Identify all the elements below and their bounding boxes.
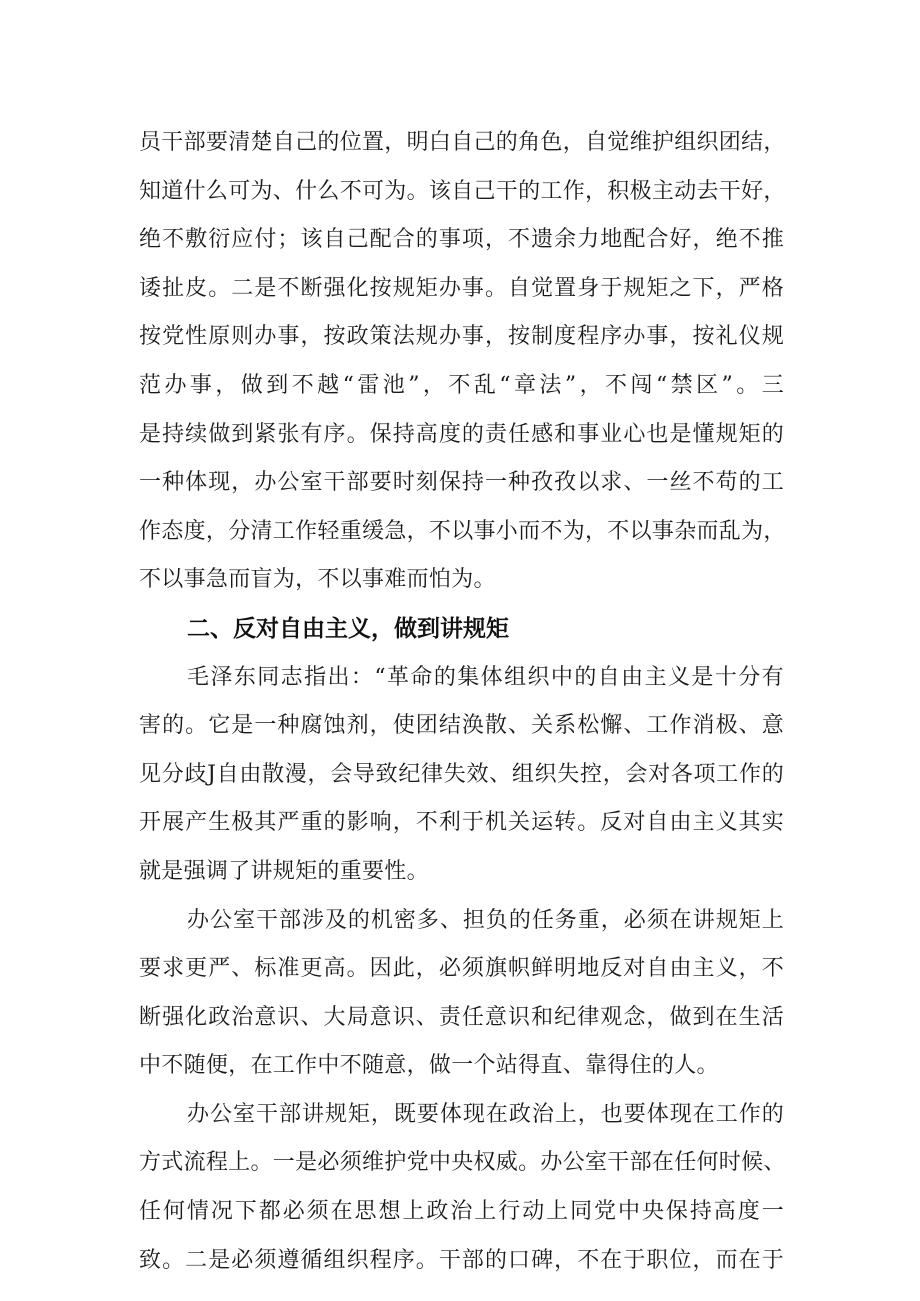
text-line: 不以事急而盲为，不以事难而怕为。 <box>139 567 496 593</box>
text-line: 见分歧J自由散漫，会导致纪律失效、组织失控，会对各项工作的 <box>139 761 784 787</box>
text-line: 任何情况下都必须在思想上政治上行动上同党中央保持高度一 <box>139 1199 784 1225</box>
document-body <box>139 119 784 1285</box>
section-heading: 二、反对自由主义，做到讲规矩 <box>187 615 509 642</box>
text-line: 致。二是必须遵循组织程序。干部的口碑，不在于职位，而在于 <box>139 1247 784 1273</box>
text-line: 是持续做到紧张有序。保持高度的责任感和事业心也是懂规矩的 <box>139 421 784 447</box>
text-line: 毛泽东同志指出：“革命的集体组织中的自由主义是十分有 <box>187 664 784 690</box>
text-line: 知道什么可为、什么不可为。该自己干的工作，积极主动去干好， <box>139 178 786 204</box>
text-line: 诿扯皮。二是不断强化按规矩办事。自觉置身于规矩之下，严格 <box>139 275 784 301</box>
text-line: 开展产生极其严重的影响，不利于机关运转。反对自由主义其实 <box>139 810 784 836</box>
text-line: 方式流程上。一是必须维护党中央权威。办公室干部在任何时候、 <box>139 1150 786 1176</box>
text-line: 中不随便，在工作中不随意，做一个站得直、靠得住的人。 <box>139 1053 719 1079</box>
text-line: 要求更严、标准更高。因此，必须旗帜鲜明地反对自由主义，不 <box>139 956 784 982</box>
text-line: 就是强调了讲规矩的重要性。 <box>139 858 429 884</box>
text-line: 一种体现，办公室干部要时刻保持一种孜孜以求、一丝不苟的工 <box>139 470 784 496</box>
text-line: 作态度，分清工作轻重缓急，不以事小而不为，不以事杂而乱为， <box>139 518 786 544</box>
text-line: 断强化政治意识、大局意识、责任意识和纪律观念，做到在生活 <box>139 1004 784 1030</box>
text-line: 办公室干部涉及的机密多、担负的任务重，必须在讲规矩上 <box>187 907 784 933</box>
text-line: 按党性原则办事，按政策法规办事，按制度程序办事，按礼仪规 <box>139 324 784 350</box>
text-line: 害的。它是一种腐蚀剂，使团结涣散、关系松懈、工作消极、意 <box>139 713 784 739</box>
text-line: 范办事，做到不越“雷池”，不乱“章法”，不闯“禁区”。三 <box>139 372 784 398</box>
text-line: 绝不敷衍应付；该自己配合的事项，不遗余力地配合好，绝不推 <box>139 227 784 253</box>
text-line: 办公室干部讲规矩，既要体现在政治上，也要体现在工作的 <box>187 1101 784 1127</box>
text-line: 员干部要清楚自己的位置，明白自己的角色，自觉维护组织团结， <box>139 130 786 155</box>
